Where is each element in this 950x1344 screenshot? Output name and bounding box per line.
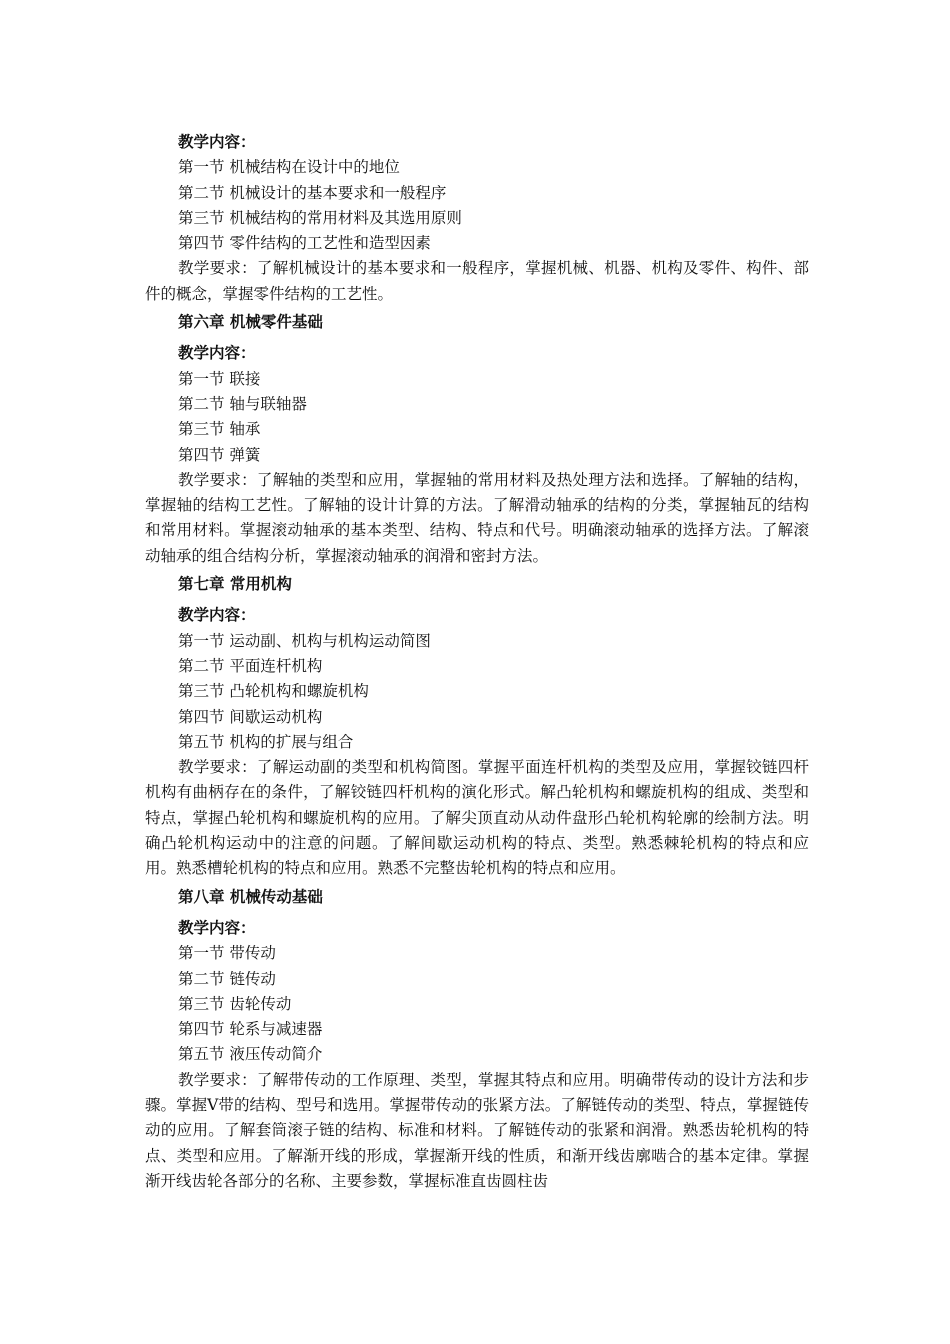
chapter-heading: 第七章 常用机构	[178, 575, 292, 594]
content-heading: 教学内容：	[178, 606, 256, 625]
list-item: 第四节 轮系与减速器	[178, 1020, 323, 1039]
list-item: 第三节 凸轮机构和螺旋机构	[178, 682, 369, 701]
list-item: 第一节 带传动	[178, 944, 276, 963]
content-heading: 教学内容：	[178, 344, 256, 363]
section-chapter-8	[145, 885, 809, 1195]
document-page	[145, 130, 809, 1194]
section-chapter-5-continued	[145, 130, 809, 307]
list-item: 第四节 零件结构的工艺性和造型因素	[178, 234, 431, 253]
content-heading: 教学内容：	[178, 918, 256, 937]
list-item: 第一节 运动副、机构与机构运动简图	[178, 631, 431, 650]
list-item: 第五节 机构的扩展与组合	[178, 732, 354, 751]
list-item: 第三节 齿轮传动	[178, 994, 292, 1013]
requirements-paragraph: 教学要求：了解带传动的工作原理、类型，掌握其特点和应用。明确带传动的设计方法和步骤。掌握V带的结构、型号和选用。掌握带传动的张紧方法。了解链传动的类型、特点，掌握链传动的应用。了解套筒滚子链的结构、标准和材料。了解链传动的张紧和润滑。熟悉齿轮机构的特点、类型和应用。了解渐开线的形成，掌握渐开线的性质，和渐开线齿廓啮合的基本定律。掌握渐开线齿轮各部分的名称、主要参数，掌握标准直齿圆柱齿	[145, 1070, 809, 1190]
list-item: 第一节 机械结构在设计中的地位	[178, 158, 400, 177]
list-item: 第四节 弹簧	[178, 445, 261, 464]
list-item: 第二节 轴与联轴器	[178, 394, 307, 413]
section-chapter-7	[145, 572, 809, 882]
requirements-paragraph: 教学要求：了解运动副的类型和机构简图。掌握平面连杆机构的类型及应用，掌握铰链四杆机构有曲柄存在的条件，了解铰链四杆机构的演化形式。解凸轮机构和螺旋机构的组成、类型和特点，掌握凸轮机构和螺旋机构的应用。了解尖顶直动从动件盘形凸轮机构轮廓的绘制方法。明确凸轮机构运动中的注意的问题。了解间歇运动机构的特点、类型。熟悉棘轮机构的特点和应用。熟悉槽轮机构的特点和应用。熟悉不完整齿轮机构的特点和应用。	[145, 758, 809, 878]
chapter-heading: 第六章 机械零件基础	[178, 313, 323, 332]
list-item: 第二节 平面连杆机构	[178, 656, 323, 675]
content-heading: 教学内容：	[178, 133, 256, 151]
list-item: 第四节 间歇运动机构	[178, 707, 323, 726]
list-item: 第二节 链传动	[178, 969, 276, 988]
list-item: 第一节 联接	[178, 369, 261, 388]
list-item: 第三节 机械结构的常用材料及其选用原则	[178, 208, 462, 227]
list-item: 第五节 液压传动简介	[178, 1045, 323, 1064]
requirements-paragraph: 教学要求：了解机械设计的基本要求和一般程序，掌握机械、机器、机构及零件、构件、部件的概念，掌握零件结构的工艺性。	[145, 259, 809, 303]
list-item: 第三节 轴承	[178, 420, 261, 439]
requirements-paragraph: 教学要求：了解轴的类型和应用，掌握轴的常用材料及热处理方法和选择。了解轴的结构，掌握轴的结构工艺性。了解轴的设计计算的方法。了解滑动轴承的结构的分类，掌握轴瓦的结构和常用材料。掌握滚动轴承的基本类型、结构、特点和代号。明确滚动轴承的选择方法。了解滚动轴承的组合结构分析，掌握滚动轴承的润滑和密封方法。	[145, 470, 809, 565]
section-chapter-6	[145, 310, 809, 569]
list-item: 第二节 机械设计的基本要求和一般程序	[178, 183, 447, 202]
chapter-heading: 第八章 机械传动基础	[178, 887, 323, 906]
